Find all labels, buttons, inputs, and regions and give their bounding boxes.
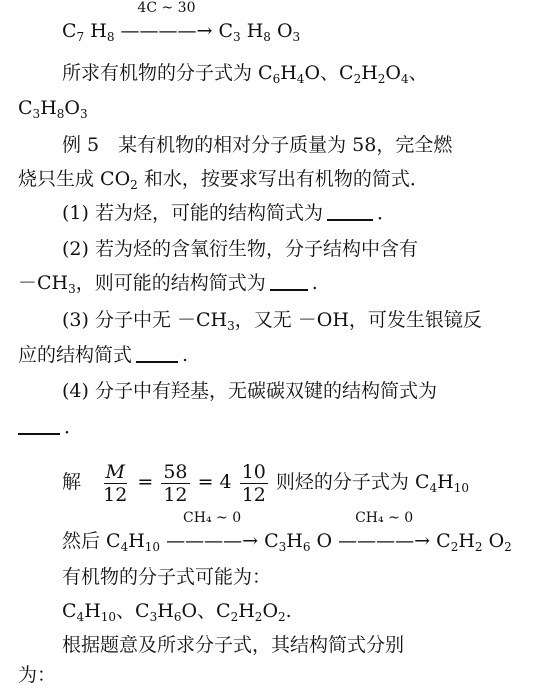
fraction-m-12: $\frac{M}{12}$	[103, 460, 128, 506]
answer-blank	[327, 203, 373, 221]
reaction-arrow: CH₄ ~ 0 ————→	[338, 510, 431, 552]
possible-formulas-heading: 有机物的分子式可能为：	[62, 566, 272, 588]
answer-blank	[136, 345, 178, 363]
fraction-10-12: $\frac{10}{12}$	[241, 460, 266, 506]
question-3-continued: 应的结构简式 .	[18, 344, 189, 366]
example-text-line: 烧只生成 $CO_2$ 和水，按要求写出有机物的简式．	[18, 168, 429, 192]
answer-blank	[270, 273, 308, 291]
reaction-line-2: 然后 $C_4H_{10}$ CH₄ ~ 0 ————→ $C_3H_6$ O CH₄ ~ 0 ————→ $C_2H_2$ $O_2$	[62, 510, 512, 554]
formula-result-line: 所求有机物的分子式为 $C_6H_4O$、$C_2H_2O_4$、	[62, 62, 428, 86]
question-4: (4) 分子中有羟基，无碳碳双键的结构简式为	[62, 380, 437, 402]
solution-line: 解 $\frac{M}{12}$ = $\frac{58}{12}$ = 4 $\frac{10}{12}$ 则烃的分子式为 $C_4H_{10}$	[62, 460, 469, 506]
reaction-line-1: $C_7$ $H_8$ 4C ~ 30 ————→ $C_3$ $H_8$ $O_3$	[62, 0, 301, 44]
question-4-continued: ．	[18, 414, 532, 440]
conclusion-line: 根据题意及所求分子式，其结构简式分别	[62, 634, 405, 656]
formula-continuation: $C_3H_8O_3$	[18, 97, 88, 121]
reaction-arrow: CH₄ ~ 0 ————→	[166, 510, 259, 552]
reaction-arrow: 4C ~ 30 ————→	[120, 0, 213, 42]
question-2: (2) 若为烃的含氧衍生物，分子结构中含有	[62, 238, 418, 260]
example-heading: 例 5 某有机物的相对分子质量为 58，完全燃	[62, 134, 453, 156]
question-2-continued: $-CH_3$，则可能的结构简式为 .	[18, 272, 318, 296]
possible-formulas: $C_4H_{10}$、$C_3H_6O$、$C_2H_2O_2$.	[62, 600, 292, 624]
question-1: (1) 若为烃，可能的结构简式为 ．	[62, 202, 396, 224]
question-3: (3) 分子中无 $-CH_3$，又无 －OH，可发生银镜反	[62, 309, 482, 333]
fraction-58-12: $\frac{58}{12}$	[163, 460, 188, 506]
answer-blank	[18, 417, 60, 435]
conclusion-continued: 为：	[18, 664, 57, 686]
